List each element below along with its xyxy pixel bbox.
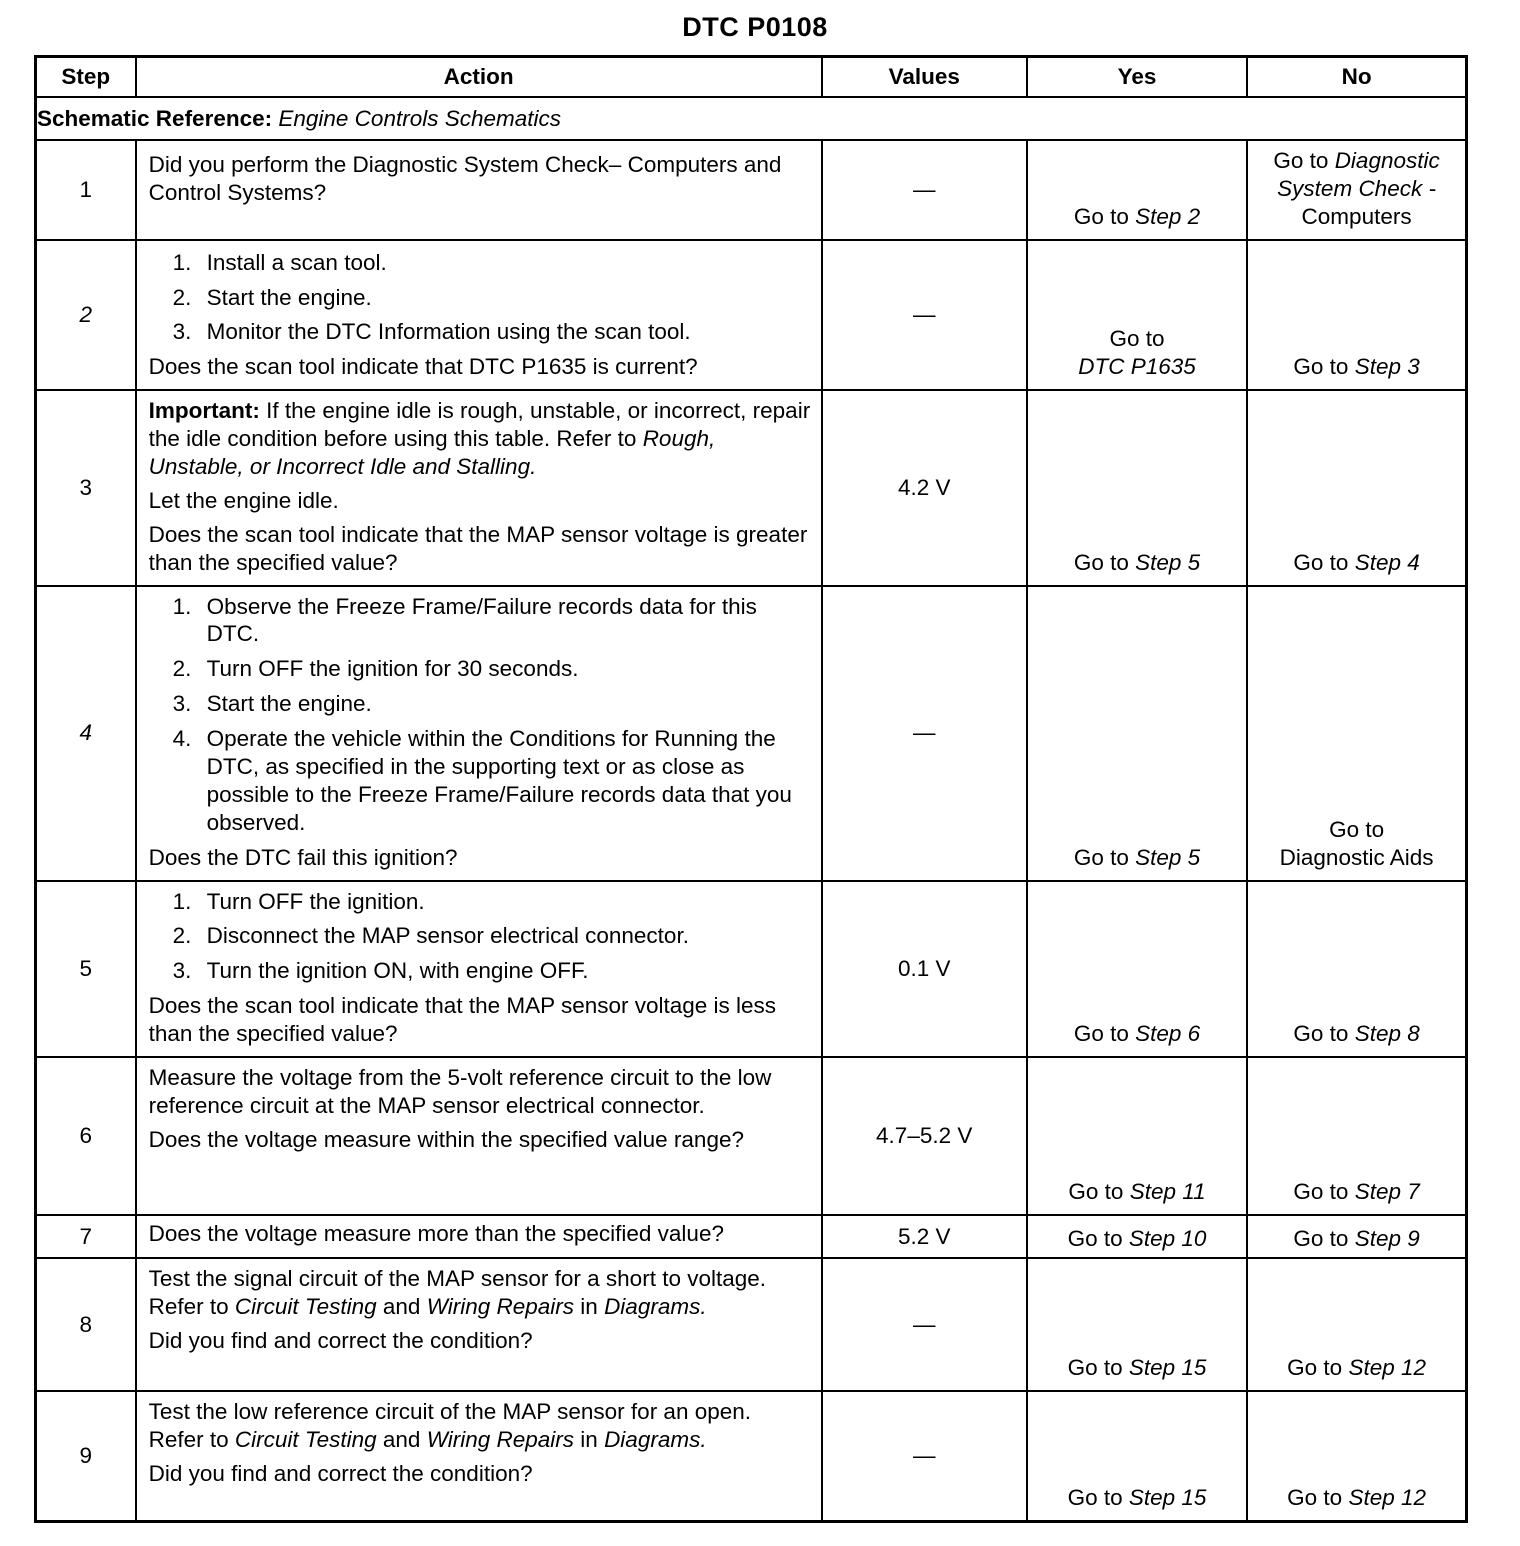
- no-link[interactable]: Diagnostic Aids: [1279, 844, 1434, 870]
- table-row: [36, 1391, 1467, 1521]
- no-cell[interactable]: Go to Diagnostic System Check - Computers: [1247, 140, 1466, 240]
- action-cell: [136, 881, 822, 1057]
- table-row: [36, 586, 1467, 881]
- no-cell[interactable]: Go to Step 4: [1247, 390, 1466, 585]
- list-item: 1. Turn OFF the ignition.: [172, 888, 425, 914]
- header-no: No: [1247, 57, 1466, 98]
- value-cell: —: [822, 586, 1027, 881]
- yes-cell[interactable]: Go to DTC P1635: [1027, 240, 1247, 391]
- value-cell: —: [822, 240, 1027, 391]
- yes-link[interactable]: Step 5: [1135, 549, 1201, 575]
- wiring-repairs-link[interactable]: Wiring Repairs: [426, 1426, 575, 1452]
- action-text: Measure the voltage from the 5-volt reference circuit to the low reference circuit at the MAP sensor electrical connector.: [148, 1065, 772, 1118]
- yes-link[interactable]: Step 6: [1135, 1021, 1201, 1047]
- action-cell: [136, 586, 822, 881]
- yes-link[interactable]: Step 5: [1135, 844, 1201, 870]
- action-question: Did you find and correct the condition?: [148, 1327, 533, 1353]
- step-number: 8: [36, 1258, 136, 1391]
- table-row: [36, 1258, 1467, 1391]
- no-cell[interactable]: Go to Step 12: [1247, 1391, 1466, 1521]
- value-cell: —: [822, 1258, 1027, 1391]
- action-cell: [136, 390, 822, 585]
- action-question: Does the voltage measure within the specified value range?: [148, 1126, 744, 1152]
- yes-cell[interactable]: Go to Step 2: [1027, 140, 1247, 240]
- header-yes: Yes: [1027, 57, 1247, 98]
- circuit-testing-link[interactable]: Circuit Testing: [234, 1426, 377, 1452]
- yes-cell[interactable]: Go to Step 5: [1027, 390, 1247, 585]
- action-text: Let the engine idle.: [148, 487, 339, 513]
- diagnostic-table: [34, 55, 1468, 1523]
- no-link[interactable]: Step 7: [1354, 1179, 1420, 1205]
- action-steps: [149, 593, 811, 837]
- action-steps: [149, 888, 811, 986]
- no-cell[interactable]: Go to Step 3: [1247, 240, 1466, 391]
- action-question: Does the voltage measure more than the specified value?: [148, 1221, 724, 1247]
- list-item: 4. Operate the vehicle within the Conditions for Running the DTC, as specified in the supporting text or as close as possible to the Freeze Frame/Failure records data that you observed.: [172, 726, 792, 835]
- yes-cell[interactable]: Go to Step 15: [1027, 1391, 1247, 1521]
- yes-link[interactable]: DTC P1635: [1078, 354, 1196, 380]
- yes-link[interactable]: Step 15: [1128, 1484, 1207, 1510]
- action-question: Does the scan tool indicate that DTC P1635 is current?: [148, 354, 698, 380]
- table-row: [36, 390, 1467, 585]
- table-row: [36, 1057, 1467, 1215]
- action-question: Does the scan tool indicate that the MAP sensor voltage is greater than the specified value?: [148, 521, 808, 575]
- diagrams-link[interactable]: Diagrams.: [604, 1293, 707, 1319]
- list-item: 3. Monitor the DTC Information using the scan tool.: [172, 319, 691, 345]
- table-row: [36, 140, 1467, 240]
- list-item: 2. Start the engine.: [172, 284, 372, 310]
- yes-cell[interactable]: Go to Step 6: [1027, 881, 1247, 1057]
- value-cell: 0.1 V: [822, 881, 1027, 1057]
- value-cell: —: [822, 1391, 1027, 1521]
- value-cell: 4.7–5.2 V: [822, 1057, 1027, 1215]
- yes-link[interactable]: Step 15: [1128, 1355, 1207, 1381]
- value-cell: —: [822, 140, 1027, 240]
- value-cell: 4.2 V: [822, 390, 1027, 585]
- action-cell: [136, 140, 822, 240]
- step-number: 2: [36, 240, 136, 391]
- step-number: 9: [36, 1391, 136, 1521]
- action-text: Did you perform the Diagnostic System Check– Computers and Control Systems?: [148, 152, 782, 205]
- list-item: 3. Turn the ignition ON, with engine OFF.: [172, 958, 589, 984]
- important-note: Important: If the engine idle is rough, unstable, or incorrect, repair the idle condition before using this table. Refer to Rough, Unstable, or Incorrect Idle and Stalling.: [148, 398, 811, 480]
- action-cell: [136, 1215, 822, 1258]
- header-action: Action: [136, 57, 822, 98]
- no-link[interactable]: Step 8: [1354, 1021, 1420, 1047]
- table-row: [36, 881, 1467, 1057]
- page-title: DTC P0108: [682, 12, 828, 42]
- wiring-repairs-link[interactable]: Wiring Repairs: [426, 1293, 575, 1319]
- step-number: 5: [36, 881, 136, 1057]
- header-values: Values: [822, 57, 1027, 98]
- table-row: [36, 240, 1467, 391]
- no-cell[interactable]: Go to Step 8: [1247, 881, 1466, 1057]
- no-cell[interactable]: Go to Step 12: [1247, 1258, 1466, 1391]
- schematic-reference: [36, 97, 1467, 140]
- table-row: [36, 1215, 1467, 1258]
- step-number: 3: [36, 390, 136, 585]
- action-cell: [136, 1057, 822, 1215]
- action-question: Did you find and correct the condition?: [148, 1460, 533, 1486]
- action-steps: [149, 249, 811, 347]
- schematic-reference-row: [36, 97, 1467, 140]
- yes-cell[interactable]: Go to Step 5: [1027, 586, 1247, 881]
- circuit-testing-link[interactable]: Circuit Testing: [234, 1293, 377, 1319]
- no-link[interactable]: Step 4: [1354, 549, 1420, 575]
- procedure-link[interactable]: Rough, Unstable, or Incorrect Idle and Stalling.: [148, 426, 716, 480]
- no-link[interactable]: Diagnostic System Check -: [1277, 148, 1440, 201]
- yes-cell[interactable]: Go to Step 15: [1027, 1258, 1247, 1391]
- no-link[interactable]: Step 12: [1348, 1484, 1427, 1510]
- action-cell: [136, 240, 822, 391]
- header-row: [36, 57, 1467, 98]
- list-item: 2. Disconnect the MAP sensor electrical connector.: [172, 923, 689, 949]
- diagrams-link[interactable]: Diagrams.: [604, 1426, 707, 1452]
- action-cell: [136, 1391, 822, 1521]
- no-link[interactable]: Step 3: [1354, 354, 1420, 380]
- action-question: Does the DTC fail this ignition?: [148, 844, 458, 870]
- action-question: Does the scan tool indicate that the MAP sensor voltage is less than the specified value?: [148, 993, 777, 1047]
- no-link[interactable]: Step 9: [1354, 1226, 1420, 1252]
- header-step: Step: [36, 57, 136, 98]
- no-cell[interactable]: Go to Step 9: [1247, 1215, 1466, 1258]
- yes-cell[interactable]: Go to Step 10: [1027, 1215, 1247, 1258]
- value-cell: 5.2 V: [822, 1215, 1027, 1258]
- list-item: 1. Observe the Freeze Frame/Failure records data for this DTC.: [172, 593, 757, 647]
- list-item: 3. Start the engine.: [172, 691, 372, 717]
- step-number: 1: [36, 140, 136, 240]
- step-number: 4: [36, 586, 136, 881]
- list-item: 2. Turn OFF the ignition for 30 seconds.: [172, 656, 579, 682]
- step-number: 7: [36, 1215, 136, 1258]
- yes-link[interactable]: Step 10: [1128, 1226, 1207, 1252]
- no-link[interactable]: Step 12: [1348, 1355, 1427, 1381]
- no-cell[interactable]: Go to Step 7: [1247, 1057, 1466, 1215]
- yes-link[interactable]: Step 11: [1129, 1179, 1206, 1205]
- schematic-link[interactable]: Engine Controls Schematics: [278, 105, 562, 131]
- action-cell: [136, 1258, 822, 1391]
- action-text: Test the low reference circuit of the MAP sensor for an open. Refer to Circuit Testing and Wiring Repairs in Diagrams.: [148, 1399, 752, 1452]
- no-cell[interactable]: Go to Diagnostic Aids: [1247, 586, 1466, 881]
- step-number: 6: [36, 1057, 136, 1215]
- action-text: Test the signal circuit of the MAP sensor for a short to voltage. Refer to Circuit Testing and Wiring Repairs in Diagrams.: [148, 1266, 767, 1319]
- schematic-label: Schematic Reference:: [37, 105, 273, 131]
- list-item: 1. Install a scan tool.: [172, 249, 387, 275]
- yes-cell[interactable]: Go to Step 11: [1027, 1057, 1247, 1215]
- yes-link[interactable]: Step 2: [1135, 203, 1201, 229]
